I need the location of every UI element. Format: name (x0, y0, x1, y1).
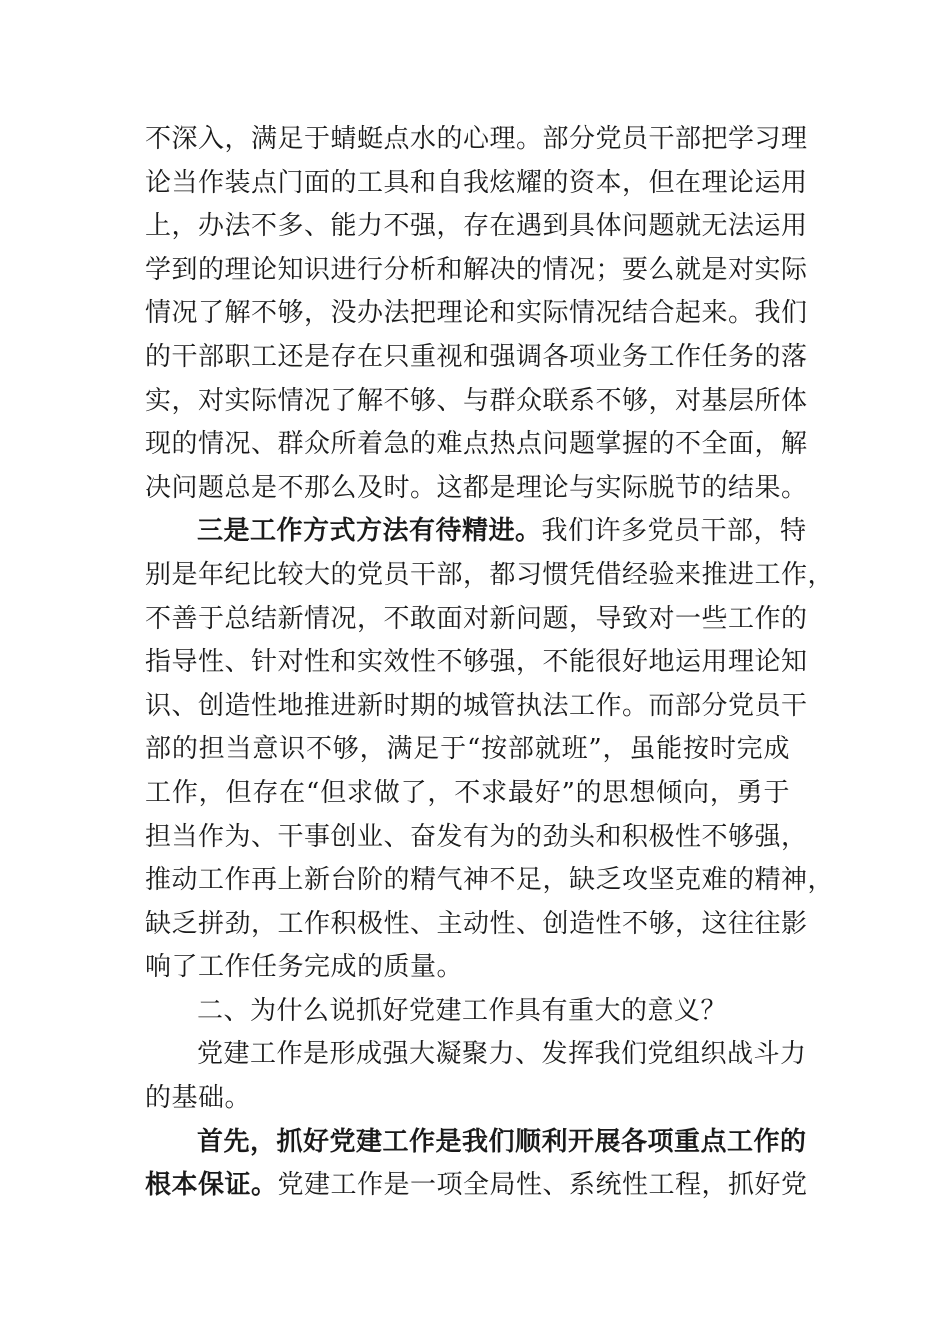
text-line: 党建工作是形成强大凝聚力、发挥我们党组织战斗力 (197, 1039, 807, 1070)
text-line: 实，对实际情况了解不够、与群众联系不够，对基层所体 (145, 385, 808, 416)
text-line: 的基础。 (145, 1083, 252, 1114)
document-body (145, 118, 835, 1208)
bold-heading: 首先，抓好党建工作是我们顺利开展各项重点工作的 (197, 1126, 807, 1157)
text-line: 担当作为、干事创业、奋发有为的劲头和积极性不够强， (145, 821, 808, 852)
text-line: 识、创造性地推进新时期的城管执法工作。而部分党员干 (145, 690, 808, 721)
text-line: 别是年纪比较大的党员干部，都习惯凭借经验来推进工作， (145, 559, 835, 590)
section-heading-line: 根本保证。党建工作是一项全局性、系统性工程，抓好党 (145, 1170, 808, 1201)
bold-heading: 根本保证。 (145, 1170, 278, 1201)
text-line: 的干部职工还是存在只重视和强调各项业务工作任务的落 (145, 341, 808, 372)
text-line: 缺乏拼劲，工作积极性、主动性、创造性不够，这往往影 (145, 908, 808, 939)
text-line: 不善于总结新情况，不敢面对新问题，导致对一些工作的 (145, 603, 808, 634)
section-title-line: 二、为什么说抓好党建工作具有重大的意义？ (197, 995, 728, 1026)
text-line: 指导性、针对性和实效性不够强，不能很好地运用理论知 (145, 647, 808, 678)
text-line: 现的情况、群众所着急的难点热点问题掌握的不全面，解 (145, 429, 808, 460)
bold-heading: 三是工作方式方法有待精进。 (197, 516, 542, 547)
text-line: 论当作装点门面的工具和自我炫耀的资本，但在理论运用 (145, 167, 808, 198)
section-heading-line (145, 1121, 807, 1165)
text-line: 工作，但存在“但求做了，不求最好”的思想倾向，勇于 (145, 777, 790, 808)
text-line: 部的担当意识不够，满足于“按部就班”，虽能按时完成 (145, 734, 790, 765)
section-heading-line: 三是工作方式方法有待精进。我们许多党员干部，特 (197, 516, 807, 547)
text-line: 情况了解不够，没办法把理论和实际情况结合起来。我们 (145, 298, 808, 329)
text-line: 响了工作任务完成的质量。 (145, 952, 464, 983)
text-line: 推动工作再上新台阶的精气神不足，缺乏攻坚克难的精神， (145, 865, 835, 896)
text-line: 决问题总是不那么及时。这都是理论与实际脱节的结果。 (145, 472, 808, 503)
text-line: 上，办法不多、能力不强，存在遇到具体问题就无法运用 (145, 211, 808, 242)
text-line: 学到的理论知识进行分析和解决的情况；要么就是对实际 (145, 254, 808, 285)
text-line: 不深入，满足于蜻蜓点水的心理。部分党员干部把学习理 (145, 124, 808, 154)
